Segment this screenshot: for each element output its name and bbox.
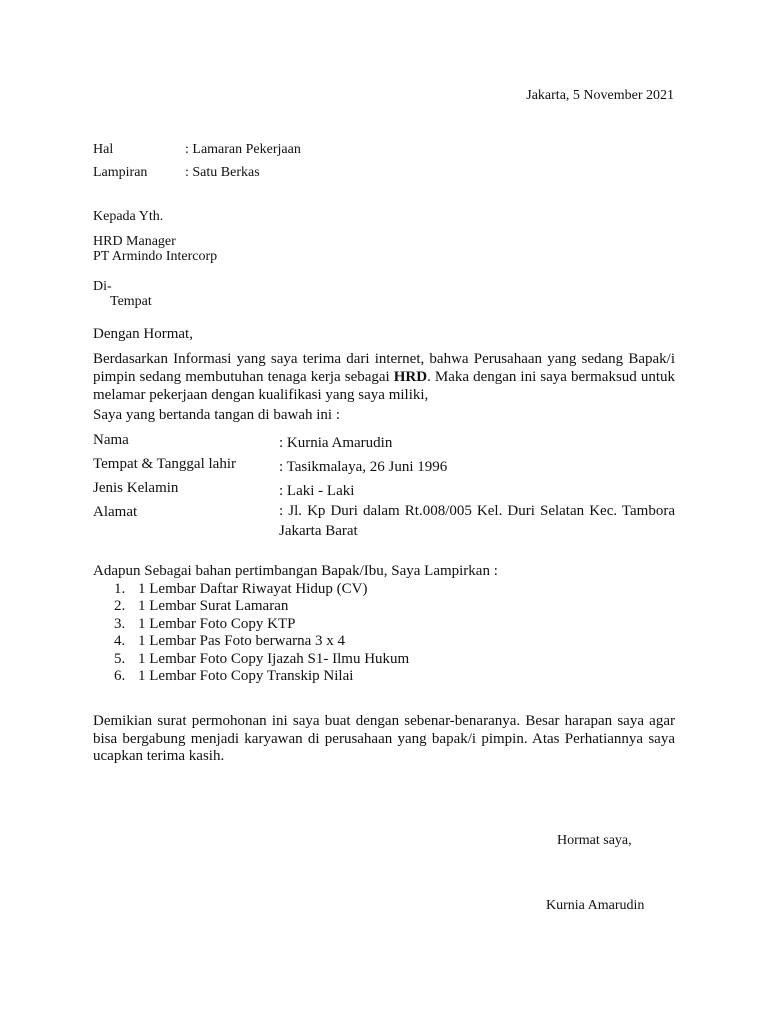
attachment-text: 1 Lembar Foto Copy Ijazah S1- Ilmu Hukum xyxy=(138,650,410,667)
recipient-position: HRD Manager xyxy=(93,234,176,249)
gender-label: Jenis Kelamin xyxy=(93,480,179,496)
attachment-number: 5. xyxy=(114,650,126,667)
closing-salutation: Hormat saya, xyxy=(557,833,632,848)
subject-label: Hal xyxy=(93,142,114,157)
recipient-to-line: Kepada Yth. xyxy=(93,209,164,224)
attachment-text: 1 Lembar Daftar Riwayat Hidup (CV) xyxy=(138,581,368,597)
name-label: Nama xyxy=(93,432,129,448)
signer-name: Kurnia Amarudin xyxy=(546,898,645,913)
opening-paragraph xyxy=(93,350,675,404)
attachment-value: : Satu Berkas xyxy=(185,165,260,180)
attachment-item xyxy=(114,668,409,685)
attachments-intro: Adapun Sebagai bahan pertimbangan Bapak/Ibu, Saya Lampirkan : xyxy=(93,563,498,579)
attachment-number: 6. xyxy=(114,667,126,684)
attachment-number: 4. xyxy=(114,633,126,650)
attachment-number: 3. xyxy=(114,615,126,632)
attachment-item xyxy=(114,616,409,633)
name-value: : Kurnia Amarudin xyxy=(279,435,393,451)
attachment-item xyxy=(114,598,409,615)
place-date: Jakarta, 5 November 2021 xyxy=(526,88,674,103)
address-label: Alamat xyxy=(93,504,138,520)
position-applied: HRD xyxy=(393,369,428,385)
attachment-item xyxy=(114,581,409,598)
birth-label: Tempat & Tanggal lahir xyxy=(93,456,236,472)
opening-text-end: . Maka dengan ini saya bermaksud untuk melamar pekerjaan dengan kualifikasi yang saya miliki, xyxy=(93,369,675,403)
closing-paragraph: Demikian surat permohonan ini saya buat dengan sebenar-benaranya. Besar harapan saya agar bisa bergabung menjadi karyawan di perusahaan yang bapak/i pimpin. Atas Perhatiannya saya ucapkan terima kasih. xyxy=(93,713,675,764)
attachment-item xyxy=(114,651,409,668)
subject-value: : Lamaran Pekerjaan xyxy=(185,142,301,157)
attachment-number: 2. xyxy=(114,598,126,615)
attachment-text: 1 Lembar Surat Lamaran xyxy=(138,598,289,615)
birth-value: : Tasikmalaya, 26 Juni 1996 xyxy=(279,459,448,475)
recipient-company: PT Armindo Intercorp xyxy=(93,249,218,264)
attachment-number: 1. xyxy=(114,581,126,597)
greeting: Dengan Hormat, xyxy=(93,326,193,342)
gender-value: : Laki - Laki xyxy=(279,483,355,499)
attachment-text: 1 Lembar Foto Copy Transkip Nilai xyxy=(138,667,354,684)
opening-text-start: Berdasarkan Informasi yang saya terima dari internet, bahwa Perusahaan yang sedang Bapak/i pimpin sedang membutuhan tenaga kerja sebagai xyxy=(93,351,675,385)
recipient-place: Tempat xyxy=(110,294,152,309)
attachment-label: Lampiran xyxy=(93,165,148,180)
recipient-di: Di- xyxy=(93,279,112,294)
attachments-list xyxy=(114,581,409,685)
identity-intro: Saya yang bertanda tangan di bawah ini : xyxy=(93,407,341,423)
attachment-text: 1 Lembar Pas Foto berwarna 3 x 4 xyxy=(138,633,346,650)
address-value: : Jl. Kp Duri dalam Rt.008/005 Kel. Duri Selatan Kec. Tambora Jakarta Barat xyxy=(279,503,675,539)
attachment-item xyxy=(114,633,409,650)
attachment-text: 1 Lembar Foto Copy KTP xyxy=(138,615,296,632)
